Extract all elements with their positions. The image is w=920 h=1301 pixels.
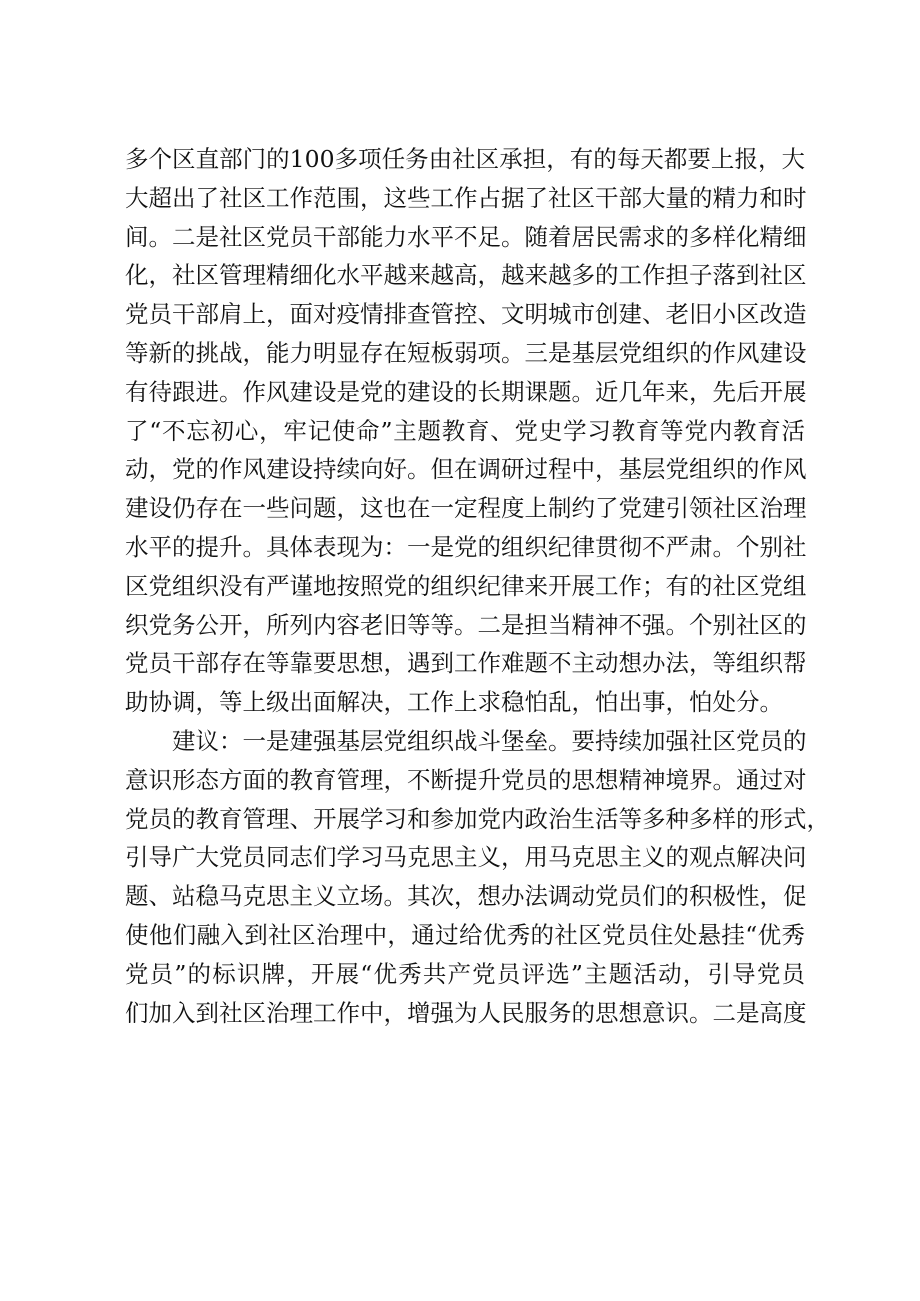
text-line: 党员干部存在等靠要思想，遇到工作难题不主动想办法，等组织帮 xyxy=(125,649,807,678)
text-line: 有待跟进。作风建设是党的建设的长期课题。近几年来，先后开展 xyxy=(125,377,807,406)
text-line: 区党组织没有严谨地按照党的组织纪律来开展工作；有的社区党组 xyxy=(125,571,807,600)
text-line: 党员”的标识牌，开展“优秀共产党员评选”主题活动，引导党员 xyxy=(125,959,805,988)
text-line: 多个区直部门的100多项任务由社区承担，有的每天都要上报，大 xyxy=(125,145,805,173)
paragraph-first-line: 建议：一是建强基层党组织战斗堡垒。要持续加强社区党员的 xyxy=(172,726,807,755)
text-line: 间。二是社区党员干部能力水平不足。随着居民需求的多样化精细 xyxy=(125,222,807,251)
text-line: 大超出了社区工作范围，这些工作占据了社区干部大量的精力和时 xyxy=(125,183,807,212)
body-text xyxy=(125,140,830,1032)
text-line: 助协调，等上级出面解决，工作上求稳怕乱，怕出事，怕处分。 xyxy=(125,688,783,717)
text-line: 使他们融入到社区治理中，通过给优秀的社区党员住处悬挂“优秀 xyxy=(125,920,805,949)
text-line: 们加入到社区治理工作中，增强为人民服务的思想意识。二是高度 xyxy=(125,998,807,1027)
text-line: 水平的提升。具体表现为：一是党的组织纪律贯彻不严肃。个别社 xyxy=(125,532,807,561)
text-line: 化，社区管理精细化水平越来越高，越来越多的工作担子落到社区 xyxy=(125,261,807,290)
text-line: 题、站稳马克思主义立场。其次，想办法调动党员们的积极性，促 xyxy=(125,882,807,911)
text-line: 党员干部肩上，面对疫情排查管控、文明城市创建、老旧小区改造 xyxy=(125,300,807,329)
text-line: 意识形态方面的教育管理，不断提升党员的思想精神境界。通过对 xyxy=(125,765,807,794)
text-line: 建设仍存在一些问题，这也在一定程度上制约了党建引领社区治理 xyxy=(125,494,807,523)
text-line: 了“不忘初心，牢记使命”主题教育、党史学习教育等党内教育活 xyxy=(125,416,805,445)
text-line: 动，党的作风建设持续向好。但在调研过程中，基层党组织的作风 xyxy=(125,455,807,484)
text-line: 等新的挑战，能力明显存在短板弱项。三是基层党组织的作风建设 xyxy=(125,338,807,367)
text-line: 织党务公开，所列内容老旧等等。二是担当精神不强。个别社区的 xyxy=(125,610,807,639)
text-line: 党员的教育管理、开展学习和参加党内政治生活等多种多样的形式， xyxy=(125,804,830,833)
text-line: 引导广大党员同志们学习马克思主义，用马克思主义的观点解决问 xyxy=(125,843,807,872)
